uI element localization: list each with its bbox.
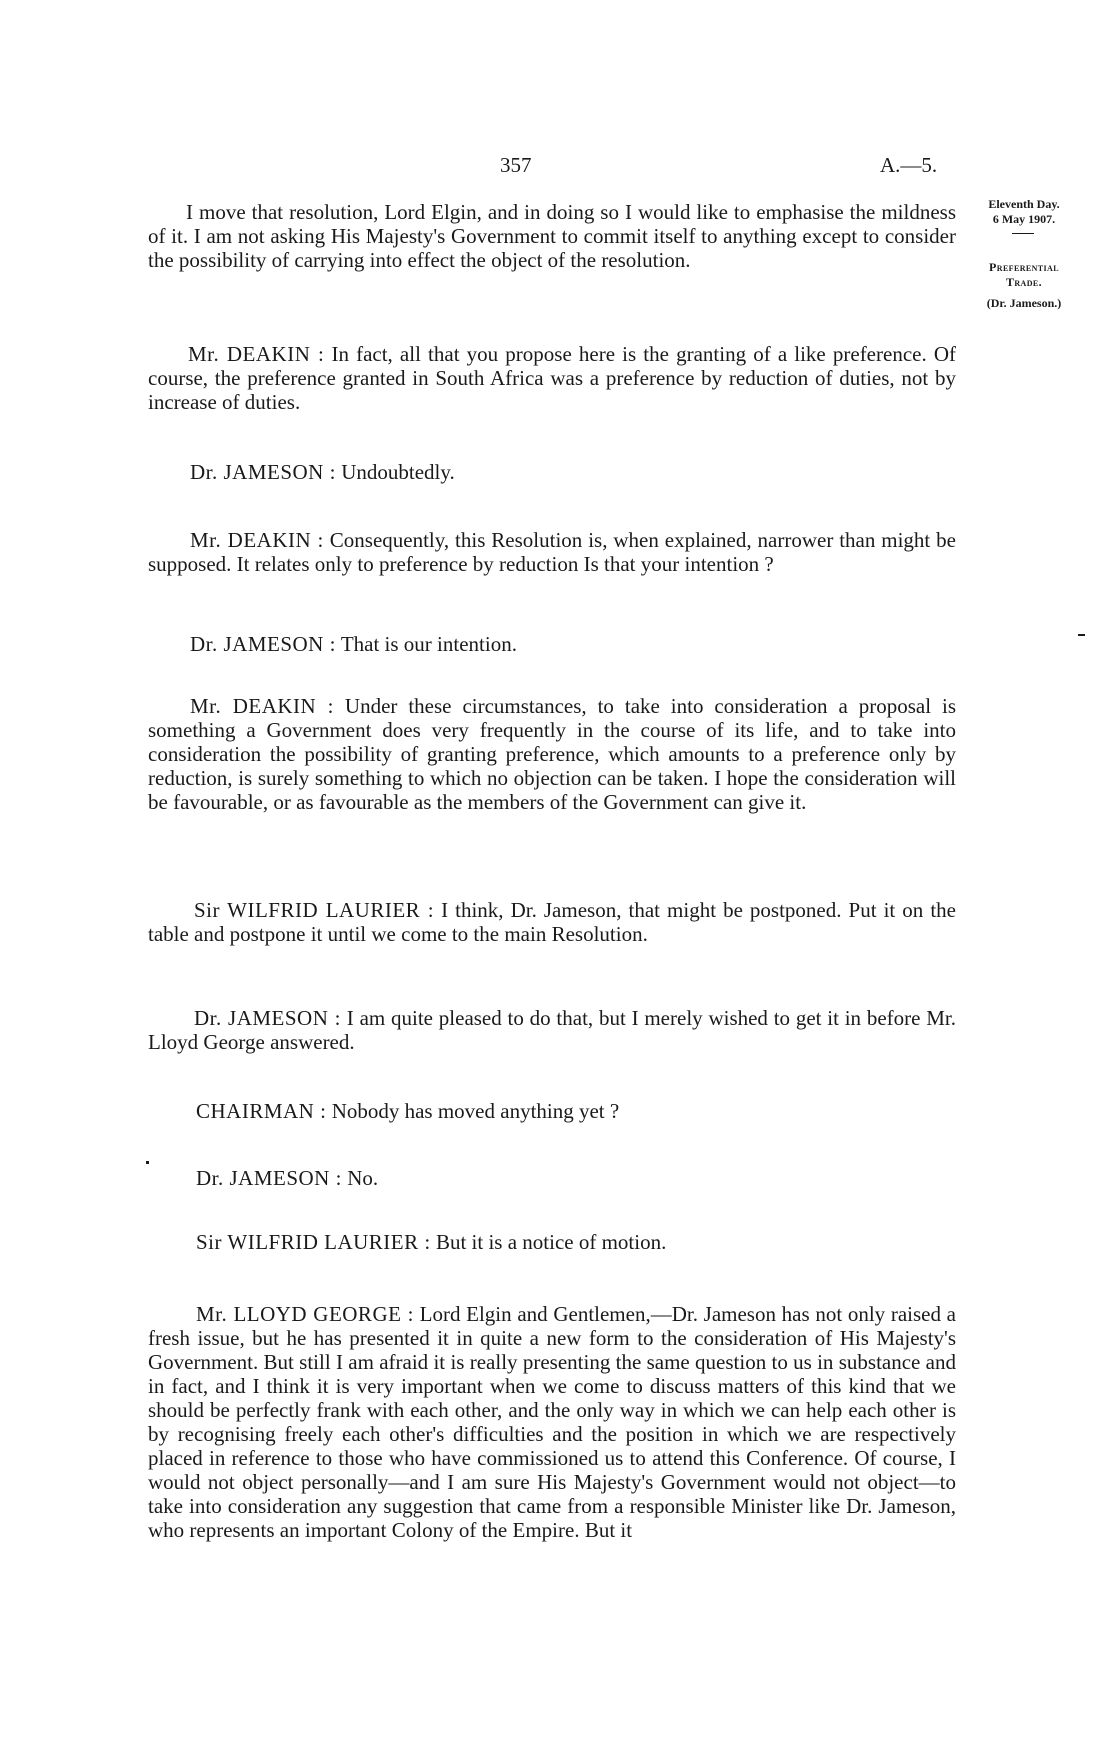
paragraph-text: Under these circumstances, to take into consideration a proposal is something a Government does very frequently in the course of its life, and to take into consideration the possibility of granting preference, which amounts to a preference only by reduction, is surely something to which no objection can be taken. I hope the consideration will be favourable, or as favourable as the members of the Government can give it. — [148, 694, 957, 814]
paragraph-text: That is our intention. — [340, 632, 517, 656]
speaker-name: Dr. JAMESON : — [194, 1006, 341, 1030]
speaker-name: Mr. DEAKIN : — [190, 694, 334, 718]
paragraph-jameson-1 — [148, 460, 956, 484]
speaker-name: Sir WILFRID LAURIER : — [196, 1230, 431, 1254]
speaker-name: Dr. JAMESON : — [196, 1166, 342, 1190]
paragraph-deakin-3 — [148, 694, 956, 814]
paragraph-text: Nobody has moved anything yet ? — [331, 1099, 620, 1123]
paragraph-deakin-2 — [148, 528, 956, 576]
margin-topic — [966, 260, 1082, 290]
paragraph-text: I move that resolution, Lord Elgin, and in doing so I would like to emphasise the mildness of it. I am not asking His Majesty's Government to commit itself to anything except to consider the possibility of carrying into effect the object of the resolution. — [148, 200, 956, 272]
paragraph-text: Lord Elgin and Gentlemen,—Dr. Jameson has not only raised a fresh issue, but he has presented it in quite a new form to the consideration of His Majesty's Government. But still I am afraid it is really presenting the same question to us in substance and in fact, and I think it is very important when we come to discuss matters of this kind that we should be perfectly frank with each other, and the only way in which we can help each other is by recognising freely each other's difficulties and the position in which we are respectively placed in reference to those who have commissioned us to attend this Conference. Of course, I would not object personally—and I am sure His Majesty's Government would not object—to take into consideration any suggestion that came from a responsible Minister like Dr. Jameson, who represents an important Colony of the Empire. But it — [148, 1302, 956, 1542]
paragraph-text: I am quite pleased to do that, but I merely wished to get it in before Mr. Lloyd George answered. — [148, 1006, 957, 1054]
margin-date: 6 May 1907. — [992, 212, 1056, 226]
paragraph-text: Undoubtedly. — [341, 460, 455, 484]
paragraph-lloyd-george — [148, 1302, 956, 1542]
paragraph-jameson-3 — [148, 1006, 956, 1054]
paragraph-jameson-2 — [148, 632, 956, 656]
paragraph-resolution — [148, 200, 956, 272]
margin-day-label: Eleventh Day. — [988, 197, 1060, 211]
page-number: 357 — [500, 153, 532, 177]
margin-speaker: (Dr. Jameson.) — [986, 296, 1062, 310]
scan-speck — [146, 1161, 149, 1164]
paragraph-jameson-4 — [148, 1166, 956, 1190]
paragraph-text: Consequently, this Resolution is, when explained, narrower than might be supposed. It relates only to preference by reduction Is that your intention ? — [148, 528, 956, 576]
paper-reference: A.—5. — [880, 153, 938, 177]
paragraph-text: I think, Dr. Jameson, that might be postponed. Put it on the table and postpone it until we come to the main Resolution. — [148, 898, 956, 946]
paragraph-text: No. — [347, 1166, 379, 1190]
margin-topic-line2: Trade. — [1005, 275, 1043, 289]
scan-speck — [1078, 634, 1085, 636]
paragraph-deakin-1 — [148, 342, 956, 414]
speaker-name: Dr. JAMESON : — [190, 632, 336, 656]
speaker-name: Mr. DEAKIN : — [190, 528, 324, 552]
speaker-name: Mr. LLOYD GEORGE : — [196, 1302, 414, 1326]
speaker-name: CHAIRMAN : — [196, 1099, 327, 1123]
speaker-name: Dr. JAMESON : — [190, 460, 336, 484]
paragraph-laurier-1 — [148, 898, 956, 946]
margin-day — [966, 197, 1082, 227]
paragraph-chairman — [148, 1099, 956, 1123]
speaker-name: Sir WILFRID LAURIER : — [194, 898, 435, 922]
speaker-name: Mr. DEAKIN : — [188, 342, 325, 366]
margin-topic-line1: Preferential — [989, 260, 1059, 274]
paragraph-text: In fact, all that you propose here is the granting of a like preference. Of course, the preference granted in South Africa was a preference by reduction of duties, not by increase of duties. — [148, 342, 956, 414]
paragraph-laurier-2 — [148, 1230, 956, 1254]
paragraph-text: But it is a notice of motion. — [435, 1230, 667, 1254]
margin-divider — [1012, 233, 1034, 234]
